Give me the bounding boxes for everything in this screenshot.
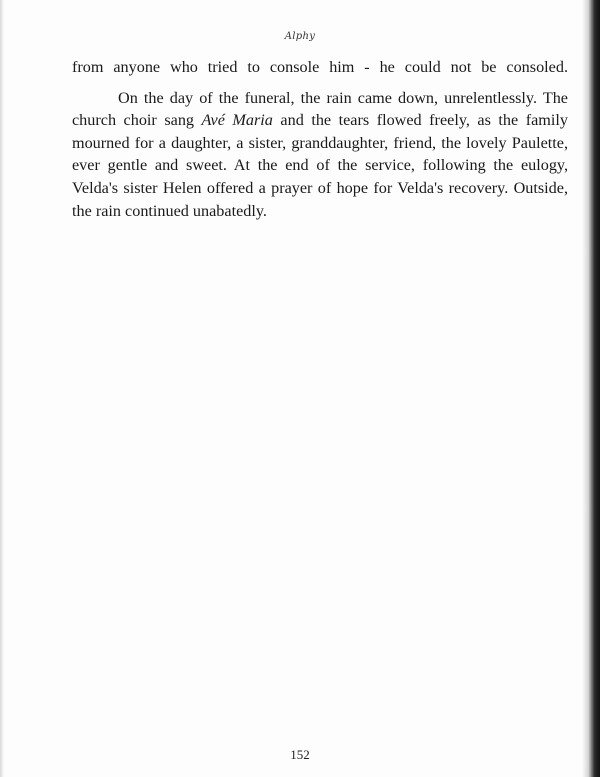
paragraph-text-before-italic: On the day of the funeral, the rain came down, unrelentlessly. The church choir sang bbox=[72, 88, 568, 130]
song-title: Avé Maria bbox=[201, 111, 273, 130]
paragraph-continuation: from anyone who tried to console him - he could not be consoled. bbox=[72, 58, 568, 76]
page-body bbox=[72, 56, 568, 222]
right-edge-shadow bbox=[582, 0, 600, 777]
paragraph-funeral bbox=[72, 87, 568, 223]
paragraph-text-after-italic: and the tears flowed freely, as the family mourned for a daughter, a sister, granddaughter, friend, the lovely Paulette, ever gentle and sweet. At the end of the service, following the eulogy, Velda's sister Helen offered a prayer of hope for Velda's recovery. Outside, the rain continued unabatedly. bbox=[72, 111, 568, 220]
running-header: Alphy bbox=[284, 31, 316, 42]
left-edge-shadow bbox=[0, 0, 4, 777]
page-number: 152 bbox=[290, 747, 310, 762]
